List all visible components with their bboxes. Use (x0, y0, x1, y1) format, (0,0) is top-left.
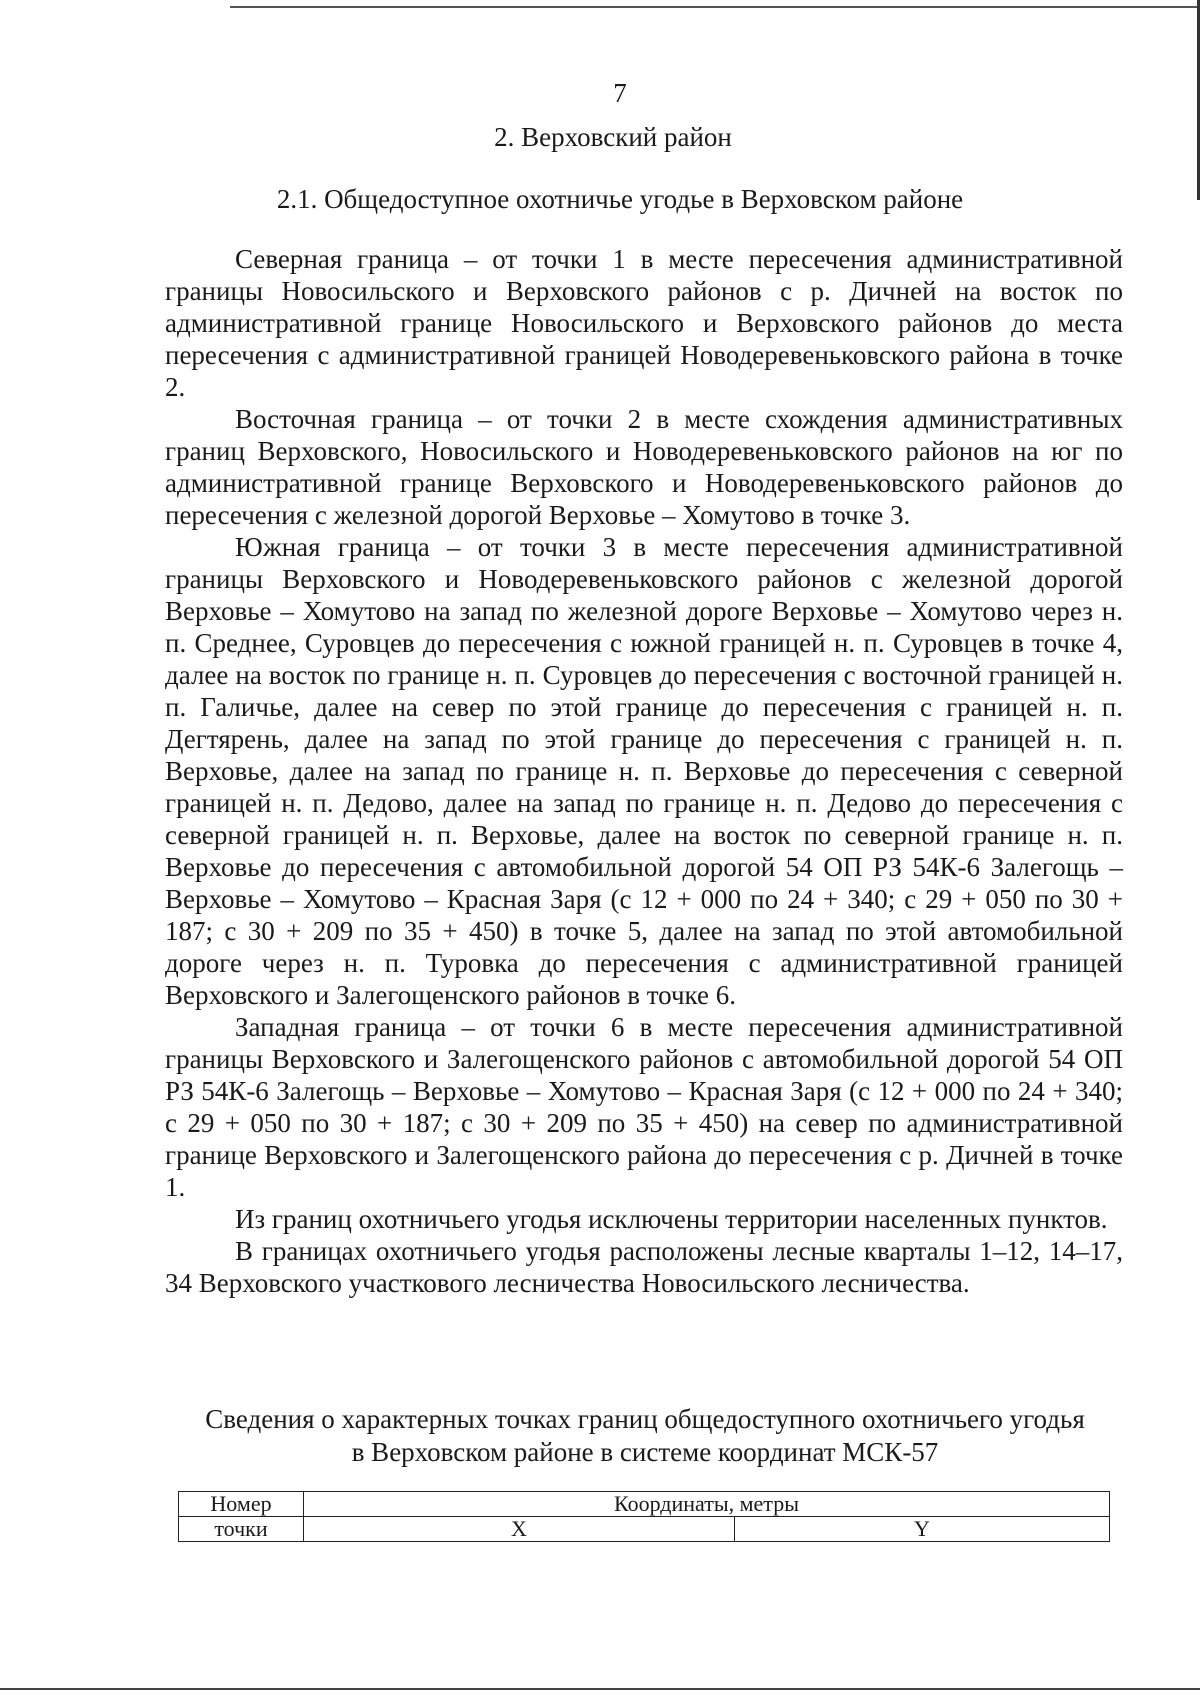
table-header-row (179, 1492, 1110, 1517)
coordinates-table (178, 1491, 1110, 1542)
scan-edge-bottom (0, 1688, 1200, 1690)
section-title: 2. Верховский район (494, 122, 732, 152)
paragraph-west-border: Западная граница – от точки 6 в месте пересечения административной границы Верховского и Залегощенского районов с автомобильной дорогой 54 ОП РЗ 54К-6 Залегощь – Верховье – Хомутово – Красная Заря (с 12 + 000 по 24 + 340; с 29 + 050 по 30 + 187; с 30 + 209 по 35 + 450) на север по административной границе Верховского и Залегощенского района до пересечения с р. Дичней в точке 1. (165, 1012, 1123, 1202)
paragraph-east-border: Восточная граница – от точки 2 в месте схождения административных границ Верховского, Новосильского и Новодеревеньковского районов на юг по административной границе Верховского и Новодеревеньковского районов до пересечения с железной дорогой Верховье – Хомутово в точке 3. (165, 404, 1123, 530)
table-heading-line1: Сведения о характерных точках границ общедоступного охотничьего угодья (205, 1404, 1085, 1434)
header-point-number-cont: точки (179, 1517, 304, 1542)
subsection-title: 2.1. Общедоступное охотничье угодье в Верховском районе (276, 184, 964, 214)
paragraph-south-border: Южная граница – от точки 3 в месте пересечения административной границы Верховского и Новодеревеньковского районов с железной дорогой Верховье – Хомутово на запад по железной дороге Верховье – Хомутово через н. п. Среднее, Суровцев до пересечения с южной границей н. п. Суровцев в точке 4, далее на восток по границе н. п. Суровцев до пересечения с восточной границей н. п. Галичье, далее на север по этой границе до пересечения с границей н. п. Дегтярень, далее на запад по этой границе до пересечения с границей н. п. Верховье, далее на запад по границе н. п. Верховье до пересечения с северной границей н. п. Дедово, далее на запад по границе н. п. Дедово до пересечения с северной границей н. п. Верховье, далее на восток по северной границе н. п. Верховье до пересечения с автомобильной дорогой 54 ОП РЗ 54К-6 Залегощь – Верховье – Хомутово – Красная Заря (с 12 + 000 по 24 + 340; с 29 + 050 по 30 + 187; с 30 + 209 по 35 + 450) в точке 5, далее на запад по этой автомобильной дороге через н. п. Туровка до пересечения с административной границей Верховского и Залегощенского районов в точке 6. (165, 532, 1123, 1010)
header-y: Y (735, 1517, 1110, 1542)
document-body (165, 243, 1123, 1299)
header-point-number: Номер (179, 1492, 304, 1517)
header-x: X (304, 1517, 735, 1542)
table-heading-line2: в Верховском районе в системе координат МСК-57 (351, 1437, 939, 1467)
paragraph-exclusions: Из границ охотничьего угодья исключены территории населенных пунктов. (235, 1204, 1108, 1234)
header-coordinates: Координаты, метры (304, 1492, 1110, 1517)
paragraph-north-border: Северная граница – от точки 1 в месте пересечения административной границы Новосильского и Верховского районов с р. Дичней на восток по административной границе Новосильского и Верховского районов до места пересечения с административной границей Новодеревеньковского района в точке 2. (165, 244, 1123, 402)
page-number: 7 (613, 78, 627, 108)
table-subheader-row (179, 1517, 1110, 1542)
paragraph-forest-quarters: В границах охотничьего угодья расположены лесные кварталы 1–12, 14–17, 34 Верховского участкового лесничества Новосильского лесничества. (165, 1236, 1123, 1298)
table-heading (175, 1403, 1115, 1469)
scan-edge-top (230, 6, 1200, 8)
